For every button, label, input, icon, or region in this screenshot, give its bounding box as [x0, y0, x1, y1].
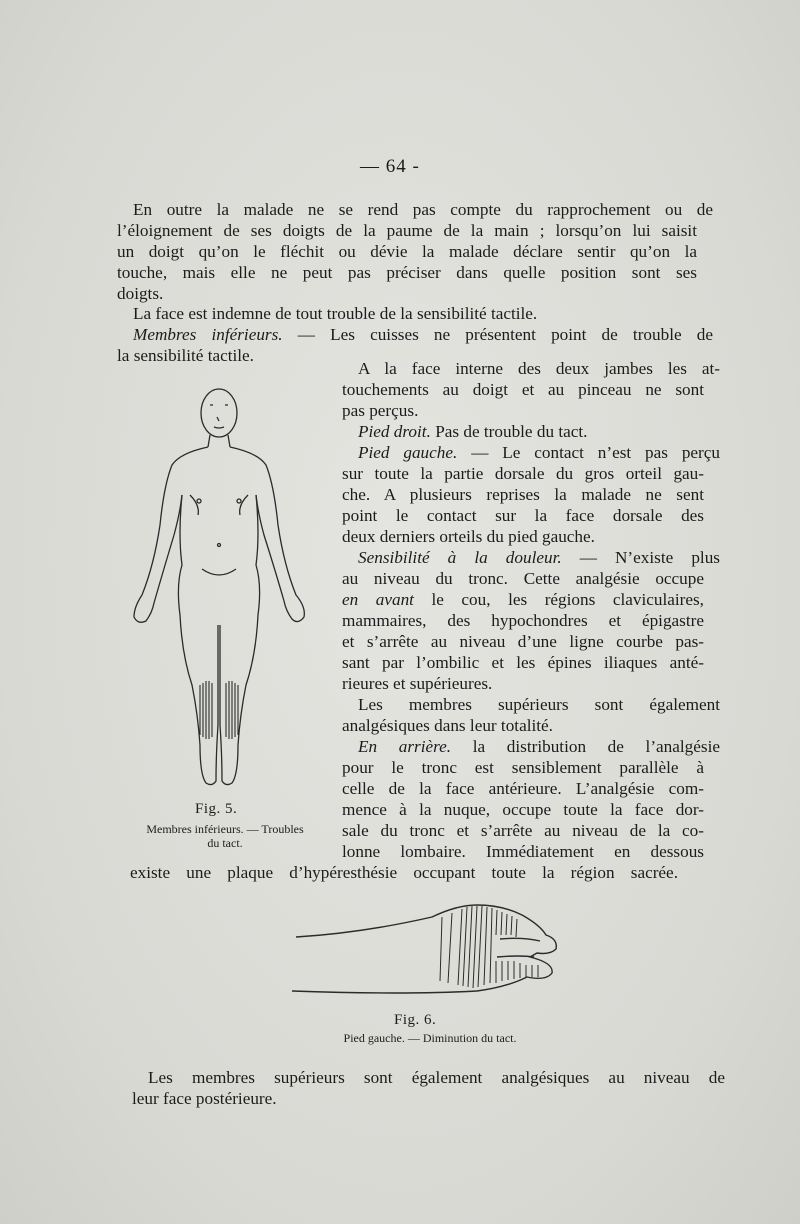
right-col-line-12 — [342, 589, 704, 610]
fig6-foot-illustration — [282, 895, 567, 1005]
fig5-label: Fig. 5. — [195, 801, 238, 817]
fig5-body-illustration — [120, 385, 330, 805]
line-12-rest: le cou, les régions claviculaires, — [413, 590, 704, 609]
right-col-line-6: sur toute la partie dorsale du gros orteil gau- — [342, 464, 704, 483]
fig5-caption-line-1: Membres inférieurs. — Troubles — [146, 822, 304, 836]
right-col-douleur — [342, 547, 720, 568]
douleur-text: — N’existe plus — [561, 548, 720, 567]
page-number: — 64 - — [360, 156, 420, 177]
para3-line-2: la sensibilité tactile. — [117, 346, 254, 365]
line-19-rest: la distribution de l’analgésie — [451, 737, 720, 756]
full-line-after: existe une plaque d’hypéresthésie occupant toute la région sacrée. — [130, 863, 678, 882]
right-col-pied-droit — [342, 421, 720, 442]
right-col-line-21: celle de la face antérieure. L’analgésie com- — [342, 779, 704, 798]
para1-line-2: l’éloignement de ses doigts de la paume de la main ; lorsqu’on lui saisit — [117, 221, 697, 240]
right-col-line-16: rieures et supérieures. — [342, 674, 493, 693]
para1-line-5: doigts. — [117, 284, 164, 303]
right-col-line-19 — [342, 736, 720, 757]
right-col-line-15: sant par l’ombilic et les épines iliaques anté- — [342, 653, 704, 672]
right-col-line-7: che. A plusieurs reprises la malade ne sent — [342, 485, 704, 504]
final-para-line-2: leur face postérieure. — [132, 1089, 277, 1108]
para3-rest: — Les cuisses ne présentent point de trouble de — [282, 325, 713, 344]
pied-gauche-title: Pied gauche. — [358, 443, 458, 462]
right-col-line-24: lonne lombaire. Immédiatement en dessous — [342, 842, 704, 861]
para3-line-1 — [117, 324, 713, 345]
para2: La face est indemne de tout trouble de la sensibilité tactile. — [133, 304, 538, 323]
right-col-line-13: mammaires, des hypochondres et épigastre — [342, 611, 704, 630]
para3-title: Membres inférieurs. — [133, 325, 283, 344]
para1-line-1: En outre la malade ne se rend pas compte du rapprochement ou de — [133, 200, 713, 219]
right-col-line-2: touchements au doigt et au pinceau ne sont — [342, 380, 704, 399]
fig6-label: Fig. 6. — [394, 1012, 437, 1028]
fig5-caption-line-2: du tact. — [207, 836, 243, 850]
right-col-line-11: au niveau du tronc. Cette analgésie occupe — [342, 569, 704, 588]
para1-line-4: touche, mais elle ne peut pas préciser dans quelle position sont ses — [117, 263, 697, 282]
fig5-caption — [120, 822, 330, 850]
en-avant: en avant — [342, 590, 414, 609]
right-col-line-1: A la face interne des deux jambes les at- — [358, 359, 720, 378]
right-col-pied-gauche — [342, 442, 720, 463]
para1-line-3: un doigt qu’on le fléchit ou dévie la malade déclare sentir qu’on la — [117, 242, 697, 261]
right-col-line-3: pas perçus. — [342, 401, 419, 420]
pied-gauche-text: — Le contact n’est pas perçu — [457, 443, 720, 462]
douleur-title: Sensibilité à la douleur. — [358, 548, 562, 567]
right-col-line-8: point le contact sur la face dorsale des — [342, 506, 704, 525]
right-col-line-17: Les membres supérieurs sont également — [358, 695, 720, 714]
fig6-caption: Pied gauche. — Diminution du tact. — [343, 1031, 517, 1045]
pied-droit-text: Pas de trouble du tact. — [430, 422, 588, 441]
right-col-line-18: analgésiques dans leur totalité. — [342, 716, 553, 735]
right-col-line-22: mence à la nuque, occupe toute la face dor- — [342, 800, 704, 819]
right-col-line-23: sale du tronc et s’arrête au niveau de la co- — [342, 821, 704, 840]
right-col-line-14: et s’arrête au niveau d’une ligne courbe pas- — [342, 632, 704, 651]
final-para-line-1: Les membres supérieurs sont également analgésiques au niveau de — [148, 1068, 725, 1087]
right-col-line-20: pour le tronc est sensiblement parallèle à — [342, 758, 704, 777]
en-arriere: En arrière. — [358, 737, 452, 756]
pied-droit-title: Pied droit. — [358, 422, 431, 441]
right-col-line-9: deux derniers orteils du pied gauche. — [342, 527, 595, 546]
